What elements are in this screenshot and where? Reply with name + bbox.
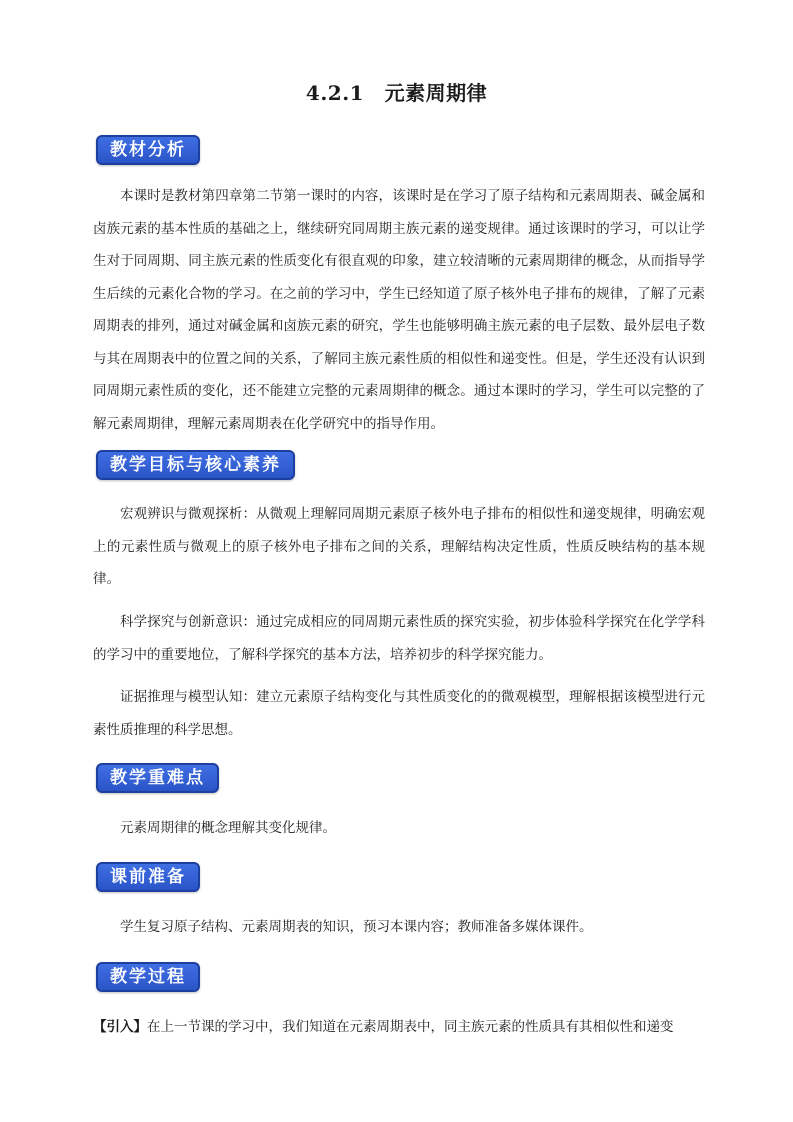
intro-label: 【引入】 [93, 1019, 147, 1035]
process-intro-paragraph [93, 1011, 705, 1044]
key-points-paragraph: 元素周期律的概念理解其变化规律。 [120, 820, 336, 836]
section-heading-analysis: 教材分析 [96, 135, 200, 165]
goal-item-reasoning: 证据推理与模型认知：建立元素原子结构变化与其性质变化的的微观模型，理解根据该模型进行元素性质推理的科学思想。 [93, 689, 705, 738]
section-heading-preparation: 课前准备 [96, 862, 200, 892]
page-title: 4.2.1 元素周期律 [305, 81, 488, 105]
preparation-paragraph: 学生复习原子结构、元素周期表的知识，预习本课内容；教师准备多媒体课件。 [120, 919, 593, 935]
section-heading-key-points: 教学重难点 [96, 763, 219, 793]
section-heading-process: 教学过程 [96, 962, 200, 992]
section-heading-goals: 教学目标与核心素养 [96, 450, 295, 480]
goal-item-macro-micro: 宏观辨识与微观探析：从微观上理解同周期元素原子核外电子排布的相似性和递变规律，明确宏观上的元素性质与微观上的原子核外电子排布之间的关系，理解结构决定性质，性质反映结构的基本规律。 [93, 506, 705, 587]
analysis-paragraph: 本课时是教材第四章第二节第一课时的内容，该课时是在学习了原子结构和元素周期表、碱金属和卤族元素的基本性质的基础之上，继续研究同周期主族元素的递变规律。通过该课时的学习，可以让学生对于同周期、同主族元素的性质变化有很直观的印象，建立较清晰的元素周期律的概念，从而指导学生后续的元素化合物的学习。在之前的学习中，学生已经知道了原子核外电子排布的规律，了解了元素周期表的排列，通过对碱金属和卤族元素的研究，学生也能够明确主族元素的电子层数、最外层电子数与其在周期表中的位置之间的关系，了解同主族元素性质的相似性和递变性。但是，学生还没有认识到同周期元素性质的变化，还不能建立完整的元素周期律的概念。通过本课时的学习，学生可以完整的了解元素周期律，理解元素周期表在化学研究中的指导作用。 [93, 188, 705, 432]
intro-text: 在上一节课的学习中，我们知道在元素周期表中，同主族元素的性质具有其相似性和递变 [147, 1019, 674, 1035]
goal-item-inquiry: 科学探究与创新意识：通过完成相应的同周期元素性质的探究实验，初步体验科学探究在化学学科的学习中的重要地位，了解科学探究的基本方法，培养初步的科学探究能力。 [93, 614, 705, 663]
